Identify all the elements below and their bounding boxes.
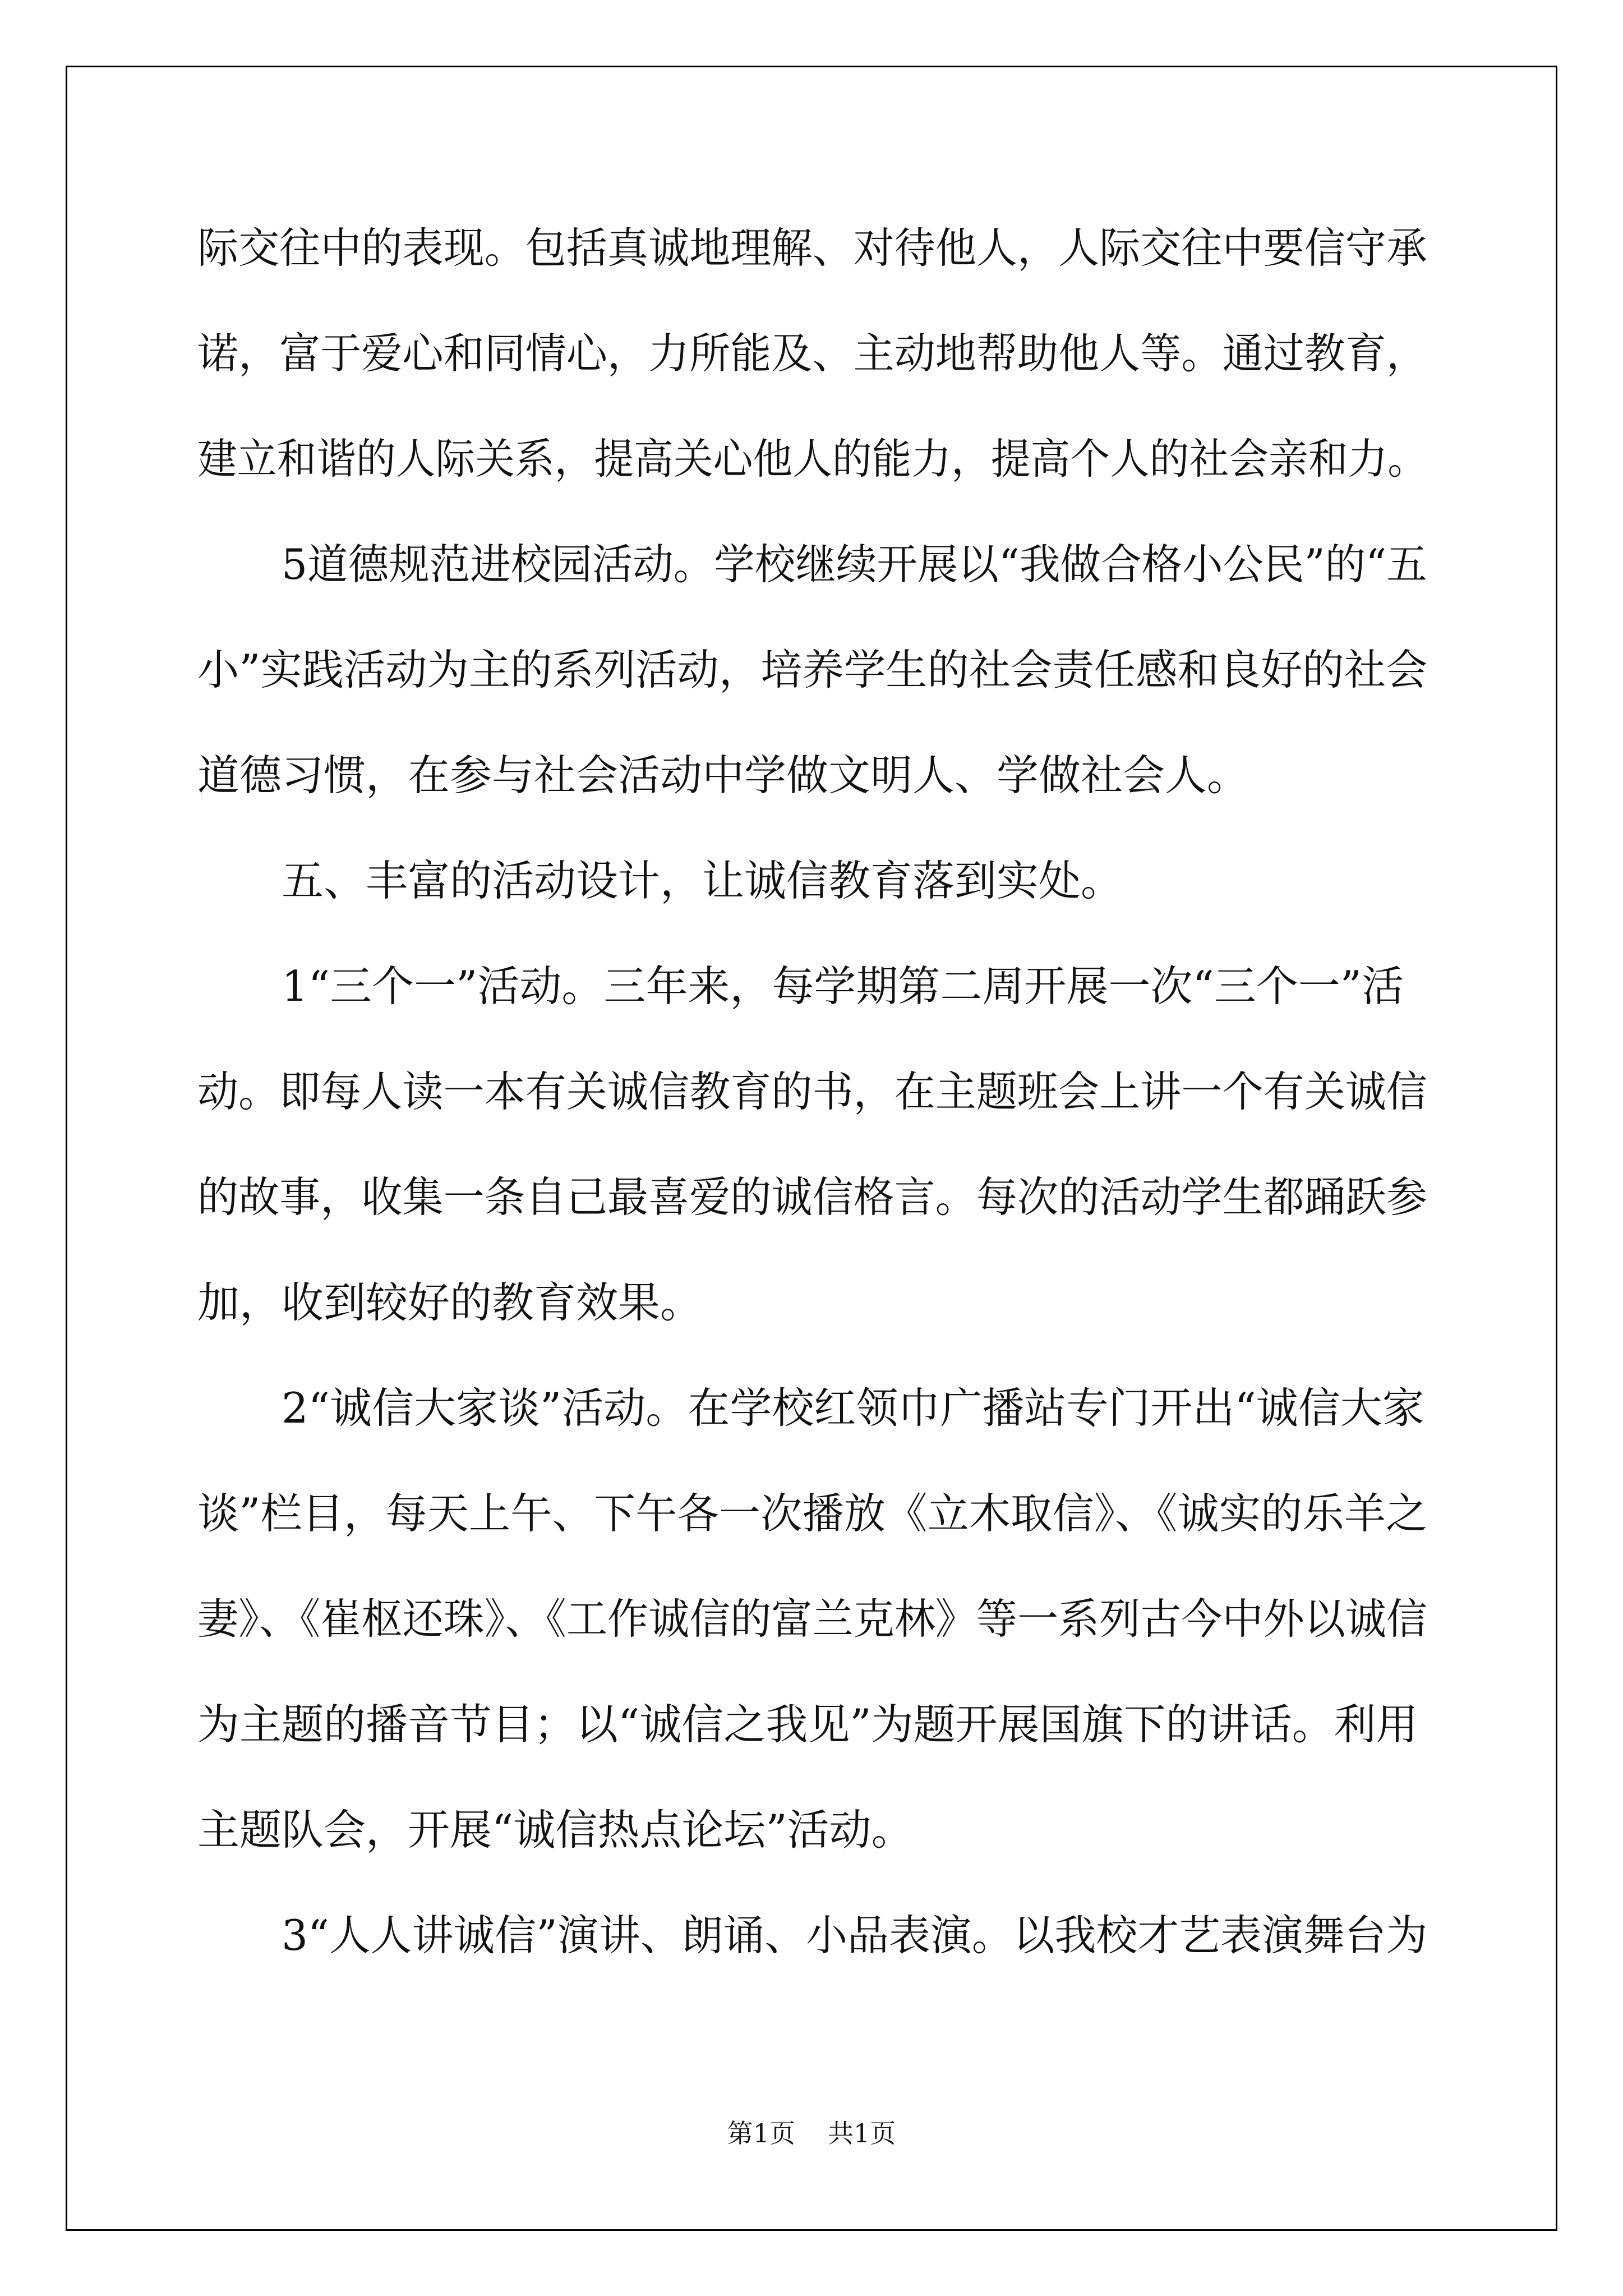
text-line: 际交往中的表现。包括真诚地理解、对待他人，人际交往中要信守承 — [197, 223, 1428, 273]
text-line: 3“人人讲诚信”演讲、朗诵、小品表演。以我校才艺表演舞台为 — [282, 1911, 1428, 1960]
text-line: 的故事，收集一条自己最喜爱的诚信格言。每次的活动学生都踊跃参 — [197, 1172, 1428, 1222]
text-line: 谈”栏目，每天上午、下午各一次播放《立木取信》、《诚实的乐羊之 — [197, 1489, 1428, 1538]
text-line: 1“三个一”活动。三年来，每学期第二周开展一次“三个一”活 — [282, 961, 1404, 1011]
section-heading: 五、丰富的活动设计，让诚信教育落到实处。 — [282, 856, 1123, 905]
page-border — [66, 66, 1557, 2231]
text-line: 5道德规范进校园活动。学校继续开展以“我做合格小公民”的“五 — [282, 540, 1427, 589]
page-total: 共1页 — [828, 2118, 896, 2148]
text-line: 妻》、《崔枢还珠》、《工作诚信的富兰克林》等一系列古今中外以诚信 — [197, 1594, 1428, 1644]
text-line: 为主题的播音节目；以“诚信之我见”为题开展国旗下的讲话。利用 — [197, 1700, 1418, 1749]
text-line: 2“诚信大家谈”活动。在学校红领巾广播站专门开出“诚信大家 — [282, 1383, 1424, 1433]
text-line: 道德习惯，在参与社会活动中学做文明人、学做社会人。 — [197, 751, 1249, 800]
page-number: 第1页 — [727, 2118, 795, 2148]
text-line: 主题队会，开展“诚信热点论坛”活动。 — [197, 1805, 914, 1855]
text-line: 诺，富于爱心和同情心，力所能及、主动地帮助他人等。通过教育， — [197, 329, 1428, 378]
page-footer — [0, 2120, 1623, 2146]
text-line: 小”实践活动为主的系列活动，培养学生的社会责任感和良好的社会 — [197, 645, 1428, 694]
text-line: 动。即每人读一本有关诚信教育的书，在主题班会上讲一个有关诚信 — [197, 1067, 1428, 1116]
text-line: 建立和谐的人际关系，提高关心他人的能力，提高个人的社会亲和力。 — [197, 434, 1428, 484]
text-line: 加，收到较好的教育效果。 — [197, 1278, 703, 1327]
